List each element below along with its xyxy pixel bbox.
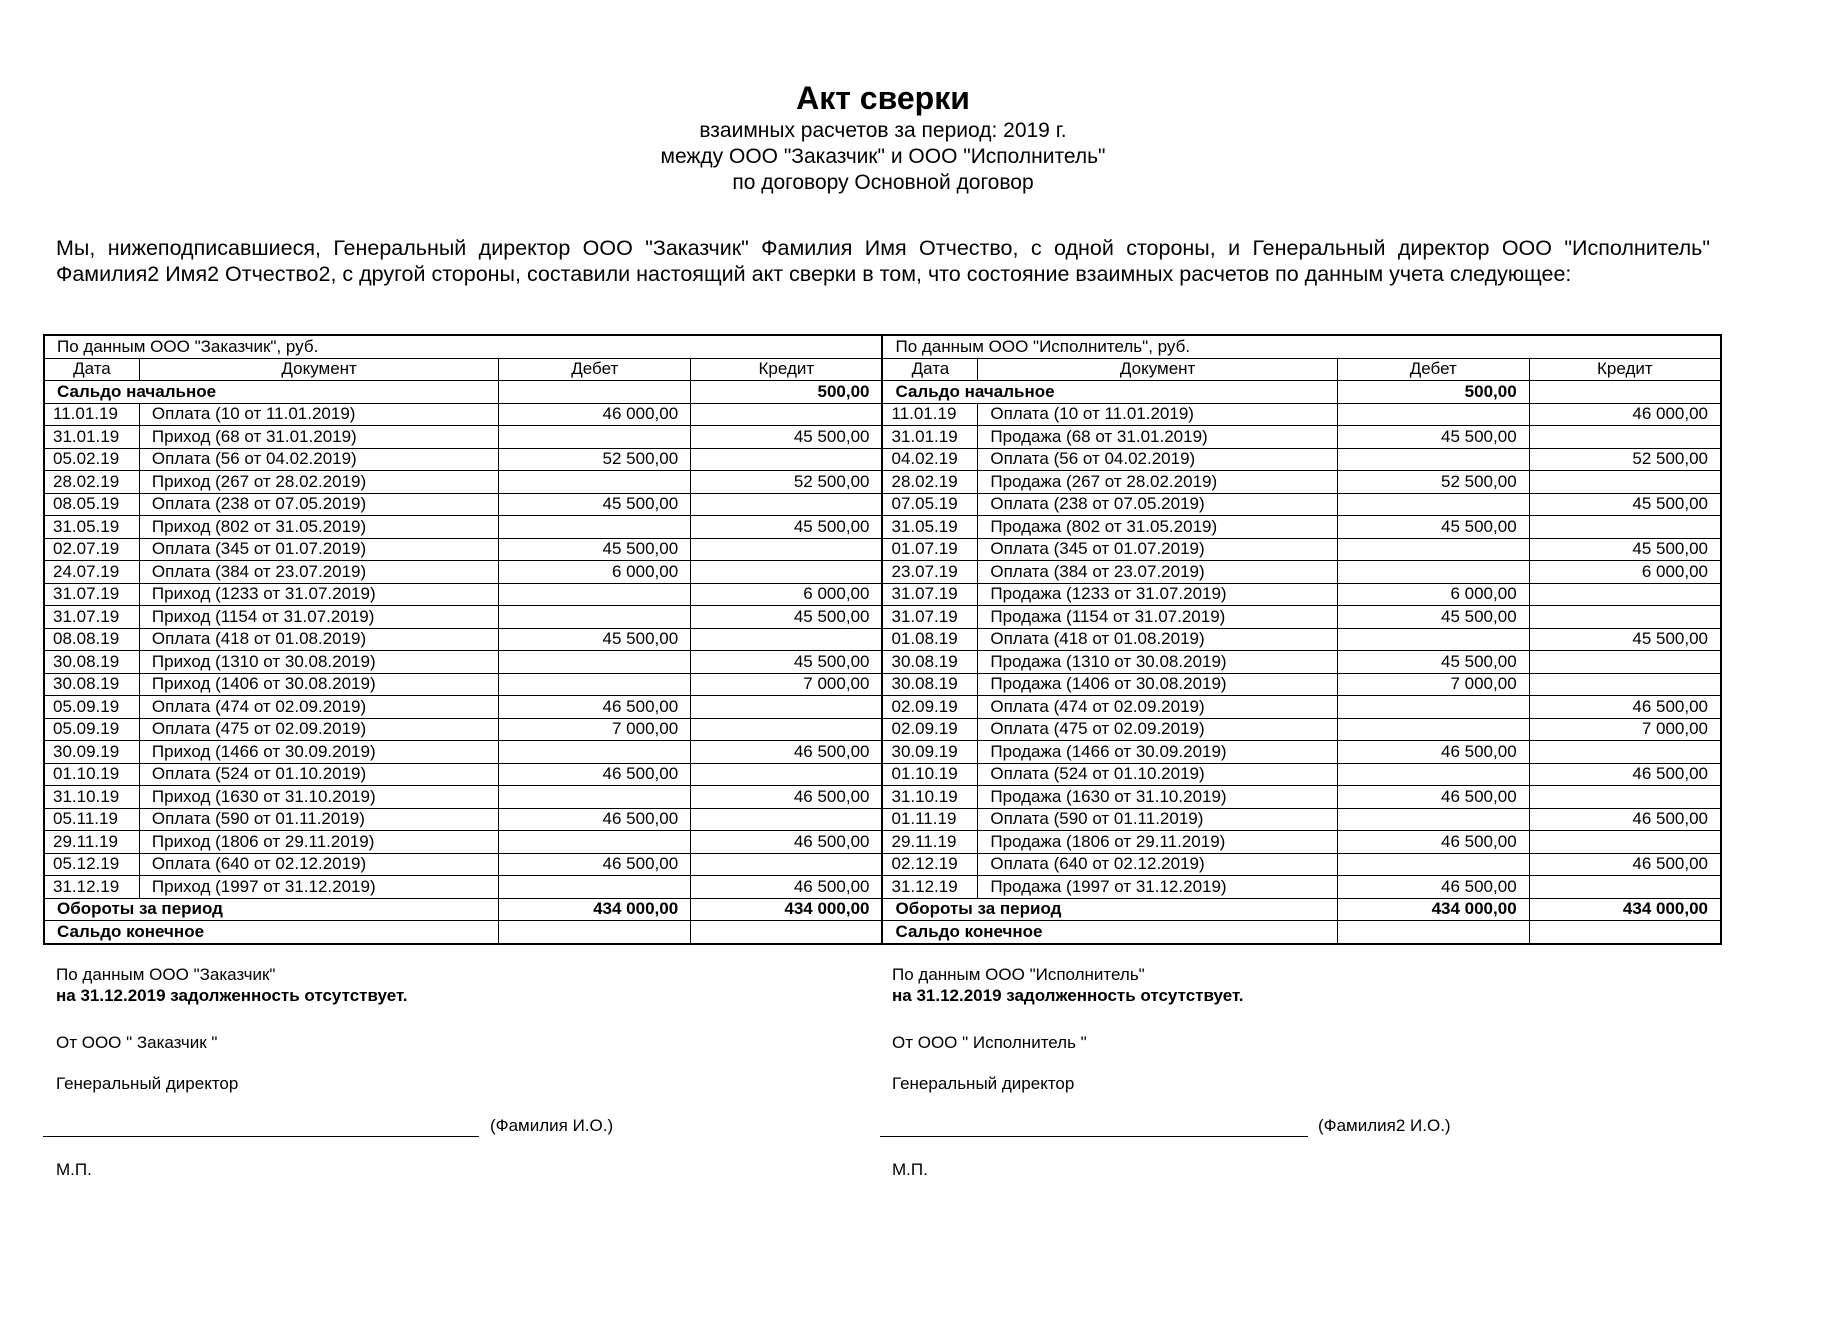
table-column-header-row <box>44 358 1721 381</box>
right-document: Продажа (1997 от 31.12.2019) <box>978 876 1337 899</box>
right-debit <box>1337 538 1529 561</box>
left-document: Приход (1806 от 29.11.2019) <box>139 831 498 854</box>
reconciliation-table <box>43 334 1722 945</box>
left-date: 28.02.19 <box>44 471 139 494</box>
right-credit <box>1529 651 1721 674</box>
right-turnover-label: Обороты за период <box>882 898 1337 921</box>
right-credit: 45 500,00 <box>1529 628 1721 651</box>
right-credit: 45 500,00 <box>1529 493 1721 516</box>
right-credit: 45 500,00 <box>1529 538 1721 561</box>
right-debit <box>1337 403 1529 426</box>
left-signatory-name: (Фамилия И.О.) <box>490 1116 614 1135</box>
right-date: 07.05.19 <box>882 493 977 516</box>
left-credit: 7 000,00 <box>691 673 883 696</box>
right-date: 02.12.19 <box>882 853 977 876</box>
table-row <box>44 493 1721 516</box>
left-credit <box>691 696 883 719</box>
table-row <box>44 561 1721 584</box>
right-document: Продажа (1630 от 31.10.2019) <box>978 786 1337 809</box>
right-debit: 45 500,00 <box>1337 516 1529 539</box>
table-row <box>44 448 1721 471</box>
right-date: 01.08.19 <box>882 628 977 651</box>
right-document: Оплата (418 от 01.08.2019) <box>978 628 1337 651</box>
right-credit: 46 500,00 <box>1529 808 1721 831</box>
left-document: Оплата (345 от 01.07.2019) <box>139 538 498 561</box>
table-row <box>44 741 1721 764</box>
left-date: 31.07.19 <box>44 606 139 629</box>
left-credit <box>691 448 883 471</box>
left-debit <box>499 606 691 629</box>
left-closing-credit <box>691 921 883 944</box>
left-debit <box>499 583 691 606</box>
right-from-label: От ООО " Исполнитель " <box>892 1033 1087 1052</box>
left-document: Приход (68 от 31.01.2019) <box>139 426 498 449</box>
right-debit: 46 500,00 <box>1337 876 1529 899</box>
left-debit: 7 000,00 <box>499 718 691 741</box>
left-signature-line <box>43 1136 479 1137</box>
right-debit <box>1337 448 1529 471</box>
right-debit <box>1337 763 1529 786</box>
right-debit <box>1337 628 1529 651</box>
right-credit: 52 500,00 <box>1529 448 1721 471</box>
right-col-debit: Дебет <box>1337 358 1529 381</box>
left-credit <box>691 628 883 651</box>
left-debit <box>499 741 691 764</box>
right-date: 04.02.19 <box>882 448 977 471</box>
right-credit <box>1529 786 1721 809</box>
left-date: 05.09.19 <box>44 718 139 741</box>
right-document: Продажа (1466 от 30.09.2019) <box>978 741 1337 764</box>
right-document: Оплата (640 от 02.12.2019) <box>978 853 1337 876</box>
right-credit: 7 000,00 <box>1529 718 1721 741</box>
right-stamp-label: М.П. <box>892 1160 928 1179</box>
table-row <box>44 853 1721 876</box>
right-closing-debit <box>1337 921 1529 944</box>
right-credit <box>1529 741 1721 764</box>
left-stamp-label: М.П. <box>56 1160 92 1179</box>
right-credit: 46 500,00 <box>1529 853 1721 876</box>
left-document: Приход (1154 от 31.07.2019) <box>139 606 498 629</box>
right-turnover-credit: 434 000,00 <box>1529 898 1721 921</box>
right-credit: 46 000,00 <box>1529 403 1721 426</box>
right-document: Оплата (524 от 01.10.2019) <box>978 763 1337 786</box>
table-row <box>44 606 1721 629</box>
right-credit <box>1529 673 1721 696</box>
right-date: 23.07.19 <box>882 561 977 584</box>
left-signature-block <box>56 964 408 1006</box>
left-document: Оплата (475 от 02.09.2019) <box>139 718 498 741</box>
left-debit <box>499 516 691 539</box>
left-debit: 46 500,00 <box>499 763 691 786</box>
right-debit <box>1337 696 1529 719</box>
left-debit <box>499 876 691 899</box>
right-conclusion: на 31.12.2019 задолженность отсутствует. <box>892 986 1244 1005</box>
left-date: 29.11.19 <box>44 831 139 854</box>
table-row <box>44 403 1721 426</box>
right-turnover-debit: 434 000,00 <box>1337 898 1529 921</box>
right-opening-credit <box>1529 381 1721 404</box>
right-date: 28.02.19 <box>882 471 977 494</box>
right-credit <box>1529 831 1721 854</box>
right-debit: 52 500,00 <box>1337 471 1529 494</box>
right-date: 01.07.19 <box>882 538 977 561</box>
table-row <box>44 628 1721 651</box>
table-row <box>44 831 1721 854</box>
right-debit <box>1337 853 1529 876</box>
right-date: 31.10.19 <box>882 786 977 809</box>
left-credit <box>691 403 883 426</box>
left-date: 31.01.19 <box>44 426 139 449</box>
right-date: 30.08.19 <box>882 651 977 674</box>
left-debit: 46 500,00 <box>499 853 691 876</box>
left-document: Оплата (524 от 01.10.2019) <box>139 763 498 786</box>
right-document: Продажа (802 от 31.05.2019) <box>978 516 1337 539</box>
left-credit <box>691 718 883 741</box>
right-date: 01.10.19 <box>882 763 977 786</box>
right-credit <box>1529 876 1721 899</box>
left-turnover-debit: 434 000,00 <box>499 898 691 921</box>
document-title: Акт сверки <box>796 80 970 116</box>
opening-balance-row <box>44 381 1721 404</box>
left-document: Приход (1630 от 31.10.2019) <box>139 786 498 809</box>
right-document: Продажа (1310 от 30.08.2019) <box>978 651 1337 674</box>
right-credit <box>1529 516 1721 539</box>
right-source-label: По данным ООО "Исполнитель" <box>892 965 1145 984</box>
left-document: Приход (1233 от 31.07.2019) <box>139 583 498 606</box>
table-row <box>44 696 1721 719</box>
closing-balance-row <box>44 921 1721 944</box>
left-credit: 6 000,00 <box>691 583 883 606</box>
right-document: Оплата (474 от 02.09.2019) <box>978 696 1337 719</box>
left-debit <box>499 831 691 854</box>
right-debit <box>1337 493 1529 516</box>
right-date: 31.05.19 <box>882 516 977 539</box>
table-row <box>44 876 1721 899</box>
right-signature-block <box>892 964 1244 1006</box>
left-col-document: Документ <box>139 358 498 381</box>
right-debit: 46 500,00 <box>1337 741 1529 764</box>
left-closing-label: Сальдо конечное <box>44 921 499 944</box>
left-document: Оплата (590 от 01.11.2019) <box>139 808 498 831</box>
parties-line: между ООО "Заказчик" и ООО "Исполнитель" <box>660 145 1106 168</box>
right-document: Оплата (345 от 01.07.2019) <box>978 538 1337 561</box>
right-date: 02.09.19 <box>882 718 977 741</box>
right-date: 30.09.19 <box>882 741 977 764</box>
right-credit: 46 500,00 <box>1529 763 1721 786</box>
intro-paragraph: Мы, нижеподписавшиеся, Генеральный директор ООО "Заказчик" Фамилия Имя Отчество, с одной стороны, и Генеральный директор ООО "Исполнитель" Фамилия2 Имя2 Отчество2, с другой стороны, составили настоящий акт сверки в том, что состояние взаимных расчетов по данным учета следующее: <box>56 236 1710 286</box>
right-credit <box>1529 583 1721 606</box>
right-debit: 6 000,00 <box>1337 583 1529 606</box>
left-debit <box>499 426 691 449</box>
left-document: Приход (267 от 28.02.2019) <box>139 471 498 494</box>
right-credit <box>1529 606 1721 629</box>
right-date: 31.07.19 <box>882 583 977 606</box>
right-debit: 46 500,00 <box>1337 786 1529 809</box>
right-date: 29.11.19 <box>882 831 977 854</box>
left-document: Приход (1310 от 30.08.2019) <box>139 651 498 674</box>
right-opening-label: Сальдо начальное <box>882 381 1337 404</box>
table-row <box>44 426 1721 449</box>
left-debit: 45 500,00 <box>499 493 691 516</box>
left-credit: 46 500,00 <box>691 786 883 809</box>
right-document: Оплата (475 от 02.09.2019) <box>978 718 1337 741</box>
left-document: Приход (1406 от 30.08.2019) <box>139 673 498 696</box>
left-debit <box>499 786 691 809</box>
right-date: 11.01.19 <box>882 403 977 426</box>
left-date: 05.09.19 <box>44 696 139 719</box>
right-document: Продажа (267 от 28.02.2019) <box>978 471 1337 494</box>
left-col-credit: Кредит <box>691 358 883 381</box>
left-opening-debit <box>499 381 691 404</box>
left-debit: 45 500,00 <box>499 628 691 651</box>
left-credit <box>691 853 883 876</box>
left-document: Приход (1466 от 30.09.2019) <box>139 741 498 764</box>
right-document: Оплата (590 от 01.11.2019) <box>978 808 1337 831</box>
left-credit: 46 500,00 <box>691 831 883 854</box>
table-row <box>44 673 1721 696</box>
right-document: Продажа (1233 от 31.07.2019) <box>978 583 1337 606</box>
left-document: Приход (1997 от 31.12.2019) <box>139 876 498 899</box>
left-col-debit: Дебет <box>499 358 691 381</box>
right-position-label: Генеральный директор <box>892 1074 1075 1093</box>
table-row <box>44 538 1721 561</box>
left-document: Оплата (238 от 07.05.2019) <box>139 493 498 516</box>
left-document: Приход (802 от 31.05.2019) <box>139 516 498 539</box>
left-debit <box>499 471 691 494</box>
left-opening-label: Сальдо начальное <box>44 381 499 404</box>
right-closing-credit <box>1529 921 1721 944</box>
left-document: Оплата (640 от 02.12.2019) <box>139 853 498 876</box>
left-credit: 45 500,00 <box>691 516 883 539</box>
left-debit <box>499 673 691 696</box>
right-debit: 7 000,00 <box>1337 673 1529 696</box>
left-credit <box>691 493 883 516</box>
right-document: Оплата (56 от 04.02.2019) <box>978 448 1337 471</box>
left-date: 31.07.19 <box>44 583 139 606</box>
left-date: 05.12.19 <box>44 853 139 876</box>
left-date: 05.11.19 <box>44 808 139 831</box>
table-row <box>44 651 1721 674</box>
left-opening-credit: 500,00 <box>691 381 883 404</box>
right-credit: 46 500,00 <box>1529 696 1721 719</box>
right-document: Продажа (1154 от 31.07.2019) <box>978 606 1337 629</box>
right-debit <box>1337 718 1529 741</box>
left-credit <box>691 538 883 561</box>
right-col-credit: Кредит <box>1529 358 1721 381</box>
right-credit <box>1529 471 1721 494</box>
table-row <box>44 808 1721 831</box>
table-row <box>44 583 1721 606</box>
left-date: 30.08.19 <box>44 673 139 696</box>
left-position-label: Генеральный директор <box>56 1074 239 1093</box>
left-date: 01.10.19 <box>44 763 139 786</box>
right-opening-debit: 500,00 <box>1337 381 1529 404</box>
left-turnover-credit: 434 000,00 <box>691 898 883 921</box>
right-debit <box>1337 808 1529 831</box>
table-party-header-row <box>44 335 1721 358</box>
left-date: 08.08.19 <box>44 628 139 651</box>
left-document: Оплата (56 от 04.02.2019) <box>139 448 498 471</box>
left-source-label: По данным ООО "Заказчик" <box>56 965 276 984</box>
left-closing-debit <box>499 921 691 944</box>
right-debit: 45 500,00 <box>1337 426 1529 449</box>
right-date: 31.07.19 <box>882 606 977 629</box>
document-header <box>0 78 1766 196</box>
left-conclusion: на 31.12.2019 задолженность отсутствует. <box>56 986 408 1005</box>
left-debit: 46 000,00 <box>499 403 691 426</box>
contract-line: по договору Основной договор <box>732 171 1034 194</box>
right-date: 01.11.19 <box>882 808 977 831</box>
left-credit <box>691 808 883 831</box>
left-document: Оплата (10 от 11.01.2019) <box>139 403 498 426</box>
left-credit <box>691 561 883 584</box>
right-date: 31.01.19 <box>882 426 977 449</box>
left-turnover-label: Обороты за период <box>44 898 499 921</box>
right-signatory-name: (Фамилия2 И.О.) <box>1318 1116 1451 1135</box>
right-document: Продажа (1406 от 30.08.2019) <box>978 673 1337 696</box>
left-credit <box>691 763 883 786</box>
left-debit: 6 000,00 <box>499 561 691 584</box>
left-debit: 46 500,00 <box>499 696 691 719</box>
right-date: 31.12.19 <box>882 876 977 899</box>
left-credit: 46 500,00 <box>691 741 883 764</box>
left-date: 30.08.19 <box>44 651 139 674</box>
left-date: 30.09.19 <box>44 741 139 764</box>
table-row <box>44 786 1721 809</box>
period-line: взаимных расчетов за период: 2019 г. <box>699 119 1067 142</box>
left-col-date: Дата <box>44 358 139 381</box>
right-party-header: По данным ООО "Исполнитель", руб. <box>882 335 1721 358</box>
right-document: Продажа (68 от 31.01.2019) <box>978 426 1337 449</box>
left-date: 02.07.19 <box>44 538 139 561</box>
left-debit: 46 500,00 <box>499 808 691 831</box>
right-date: 30.08.19 <box>882 673 977 696</box>
left-credit: 46 500,00 <box>691 876 883 899</box>
left-date: 05.02.19 <box>44 448 139 471</box>
right-document: Оплата (10 от 11.01.2019) <box>978 403 1337 426</box>
left-document: Оплата (384 от 23.07.2019) <box>139 561 498 584</box>
left-debit <box>499 651 691 674</box>
right-document: Оплата (384 от 23.07.2019) <box>978 561 1337 584</box>
right-date: 02.09.19 <box>882 696 977 719</box>
left-date: 31.05.19 <box>44 516 139 539</box>
left-date: 08.05.19 <box>44 493 139 516</box>
left-from-label: От ООО " Заказчик " <box>56 1033 218 1052</box>
table-row <box>44 718 1721 741</box>
right-col-date: Дата <box>882 358 977 381</box>
table-row <box>44 763 1721 786</box>
left-credit: 45 500,00 <box>691 606 883 629</box>
left-debit: 52 500,00 <box>499 448 691 471</box>
right-debit: 46 500,00 <box>1337 831 1529 854</box>
right-debit <box>1337 561 1529 584</box>
left-document: Оплата (418 от 01.08.2019) <box>139 628 498 651</box>
turnover-row <box>44 898 1721 921</box>
left-date: 11.01.19 <box>44 403 139 426</box>
right-document: Продажа (1806 от 29.11.2019) <box>978 831 1337 854</box>
left-document: Оплата (474 от 02.09.2019) <box>139 696 498 719</box>
right-debit: 45 500,00 <box>1337 606 1529 629</box>
table-row <box>44 471 1721 494</box>
left-date: 24.07.19 <box>44 561 139 584</box>
left-party-header: По данным ООО "Заказчик", руб. <box>44 335 882 358</box>
right-closing-label: Сальдо конечное <box>882 921 1337 944</box>
right-col-document: Документ <box>978 358 1337 381</box>
right-signature-line <box>880 1136 1308 1137</box>
left-credit: 52 500,00 <box>691 471 883 494</box>
right-credit: 6 000,00 <box>1529 561 1721 584</box>
table-row <box>44 516 1721 539</box>
left-debit: 45 500,00 <box>499 538 691 561</box>
left-date: 31.10.19 <box>44 786 139 809</box>
left-credit: 45 500,00 <box>691 651 883 674</box>
right-document: Оплата (238 от 07.05.2019) <box>978 493 1337 516</box>
left-credit: 45 500,00 <box>691 426 883 449</box>
right-credit <box>1529 426 1721 449</box>
right-debit: 45 500,00 <box>1337 651 1529 674</box>
left-date: 31.12.19 <box>44 876 139 899</box>
